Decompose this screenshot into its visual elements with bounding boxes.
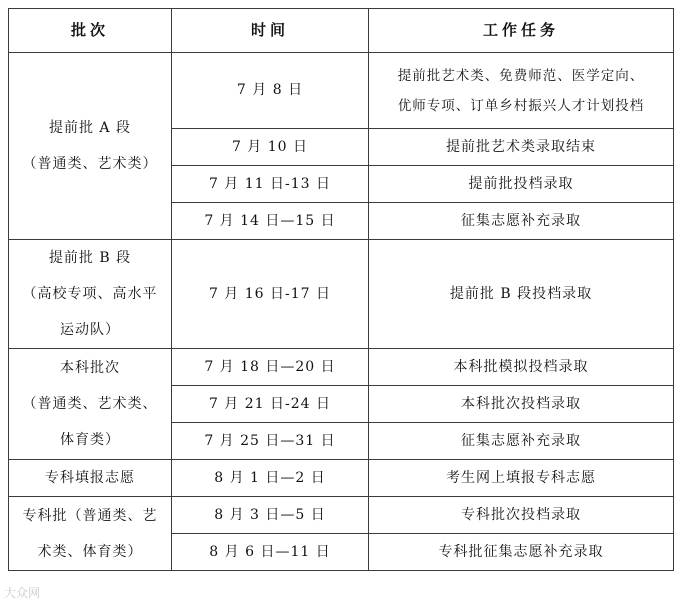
- task-cell: 提前批投档录取: [369, 166, 674, 203]
- time-cell: 7 月 10 日: [172, 129, 369, 166]
- header-row: [9, 9, 674, 53]
- time-cell: 8 月 1 日—2 日: [172, 460, 369, 497]
- task-cell: [369, 53, 674, 129]
- task-cell: 征集志愿补充录取: [369, 423, 674, 460]
- time-cell: 7 月 18 日—20 日: [172, 349, 369, 386]
- batch-cell-early-a: [9, 53, 172, 240]
- batch-line: 提前批 B 段: [48, 250, 132, 266]
- time-cell: 7 月 16 日-17 日: [172, 240, 369, 349]
- table-row: [9, 53, 674, 129]
- batch-line: 提前批 A 段: [48, 120, 131, 136]
- batch-line: 术类、体育类）: [37, 543, 143, 560]
- header-batch: 批次: [9, 9, 172, 53]
- batch-line: 运动队）: [60, 322, 120, 338]
- task-line: 提前批艺术类、免费师范、医学定向、: [397, 67, 645, 84]
- task-cell: 提前批艺术类录取结束: [369, 129, 674, 166]
- batch-line: （普通类、艺术类）: [22, 156, 158, 172]
- task-cell: 提前批 B 段投档录取: [369, 240, 674, 349]
- task-cell: 考生网上填报专科志愿: [369, 460, 674, 497]
- time-cell: 7 月 8 日: [172, 53, 369, 129]
- time-cell: 7 月 14 日—15 日: [172, 203, 369, 240]
- batch-line: 专科批（普通类、艺: [22, 507, 158, 524]
- batch-cell-undergrad: [9, 349, 172, 460]
- batch-line: （高校专项、高水平: [22, 286, 158, 302]
- task-cell: 本科批次投档录取: [369, 386, 674, 423]
- batch-line: 体育类）: [60, 432, 120, 448]
- time-cell: 7 月 11 日-13 日: [172, 166, 369, 203]
- time-cell: 8 月 3 日—5 日: [172, 497, 369, 534]
- admission-schedule-table: [8, 8, 674, 571]
- task-cell: 专科批次投档录取: [369, 497, 674, 534]
- header-task: 工作任务: [369, 9, 674, 53]
- time-cell: 8 月 6 日—11 日: [172, 534, 369, 571]
- batch-cell-vocational: [9, 497, 172, 571]
- task-cell: 征集志愿补充录取: [369, 203, 674, 240]
- batch-line: （普通类、艺术类、: [22, 396, 158, 412]
- table-row: [9, 240, 674, 349]
- table-row: [9, 460, 674, 497]
- time-cell: 7 月 25 日—31 日: [172, 423, 369, 460]
- table-row: [9, 497, 674, 534]
- batch-line: 本科批次: [60, 360, 120, 376]
- header-time: 时间: [172, 9, 369, 53]
- task-cell: 本科批模拟投档录取: [369, 349, 674, 386]
- task-cell: 专科批征集志愿补充录取: [369, 534, 674, 571]
- time-cell: 7 月 21 日-24 日: [172, 386, 369, 423]
- watermark: 大众网: [4, 586, 41, 600]
- task-line: 优师专项、订单乡村振兴人才计划投档: [397, 97, 645, 114]
- batch-cell-vocational-apply: 专科填报志愿: [9, 460, 172, 497]
- batch-cell-early-b: [9, 240, 172, 349]
- table-row: [9, 349, 674, 386]
